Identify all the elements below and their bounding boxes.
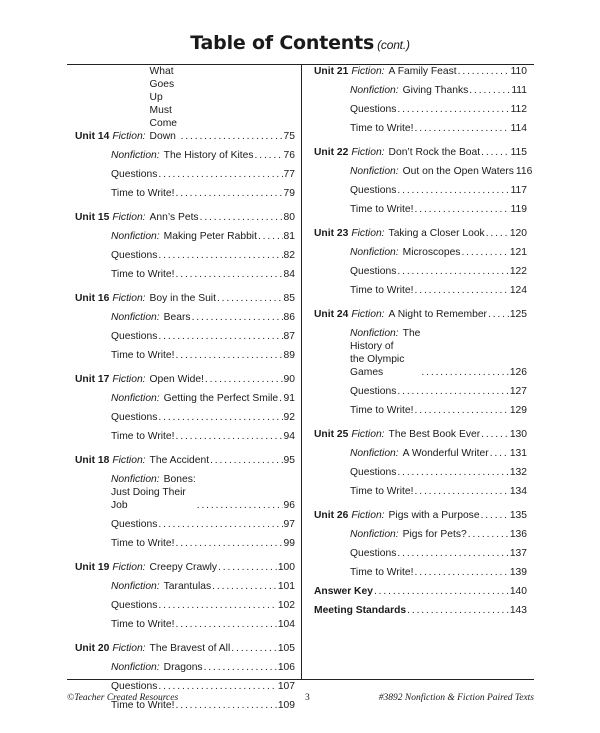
entry-title: Making Peter Rabbit [163, 231, 257, 242]
genre-label: Nonfiction: [350, 166, 399, 177]
unit-number: Unit 20 [75, 643, 110, 654]
toc-entry-time-to-write[interactable] [75, 187, 295, 200]
page-number: 81 [283, 231, 295, 242]
page-number: 82 [283, 250, 295, 261]
page-number: 140 [509, 586, 527, 597]
page-number: 131 [509, 448, 527, 459]
page-number: 80 [283, 212, 295, 223]
toc-entry-nonfiction[interactable] [314, 165, 533, 178]
toc-entry-questions[interactable] [75, 249, 295, 262]
page-number: 125 [509, 309, 527, 320]
genre-label: Nonfiction: [350, 448, 399, 459]
toc-entry-fiction[interactable] [314, 509, 527, 522]
genre-label: Nonfiction: [350, 529, 399, 540]
dot-leader [176, 618, 277, 631]
genre-label: Nonfiction: [111, 393, 160, 404]
dot-leader [176, 699, 277, 712]
genre-label: Fiction: [351, 147, 385, 158]
dot-leader [397, 385, 508, 398]
page-number: 119 [510, 204, 527, 215]
title-continued: (cont.) [377, 38, 410, 52]
entry-title: Time to Write! [111, 269, 175, 280]
dot-leader [415, 566, 509, 579]
page-number: 91 [283, 393, 295, 404]
entry-title: Bears [163, 312, 191, 323]
entry-title: Pigs with a Purpose [388, 510, 480, 521]
toc-unit-24 [314, 308, 527, 417]
dot-leader [158, 168, 282, 181]
dot-leader [204, 661, 277, 674]
entry-title: Time to Write! [111, 350, 175, 361]
entry-title: Don’t Rock the Boat [388, 147, 481, 158]
unit-number: Unit 26 [314, 510, 349, 521]
toc-entry-fiction[interactable] [314, 428, 527, 441]
dot-leader [176, 430, 283, 443]
entry-title: Questions [111, 331, 158, 342]
entry-title: Questions [111, 519, 158, 530]
toc-entry-questions[interactable] [75, 168, 295, 181]
entry-title: Pigs for Pets? [402, 529, 467, 540]
dot-leader [490, 447, 509, 460]
entry-title: Questions [111, 681, 158, 692]
page-number: 90 [283, 374, 295, 385]
page-number: 109 [277, 700, 295, 711]
footer-book-title: #3892 Nonfiction & Fiction Paired Texts [378, 693, 534, 703]
dot-leader [458, 65, 510, 78]
page-number: 99 [283, 538, 295, 549]
page-number: 120 [509, 228, 527, 239]
page-number: 121 [509, 247, 527, 258]
dot-leader [158, 411, 282, 424]
page-number: 110 [510, 66, 527, 77]
toc-unit-18 [75, 454, 295, 550]
dot-leader [481, 146, 509, 159]
toc-entry-fiction[interactable] [75, 642, 295, 655]
toc-unit-15 [75, 211, 295, 281]
page-number: 79 [283, 188, 295, 199]
entry-title: Answer Key [314, 586, 373, 597]
entry-title: Questions [350, 266, 397, 277]
entry-title: Ann’s Pets [149, 212, 199, 223]
dot-leader [397, 547, 508, 560]
toc-entry-meeting-standards[interactable] [314, 604, 527, 617]
genre-label: Nonfiction: [111, 231, 160, 242]
genre-label: Nonfiction: [111, 150, 160, 161]
dot-leader [176, 349, 283, 362]
entry-title: Questions [111, 412, 158, 423]
toc-entry-questions[interactable] [314, 103, 527, 116]
genre-label: Fiction: [351, 510, 385, 521]
toc-unit-21 [314, 65, 527, 135]
toc-entry-time-to-write[interactable] [75, 537, 295, 550]
entry-title: Time to Write! [111, 619, 175, 630]
page-number: 116 [515, 166, 533, 177]
dot-leader [217, 292, 283, 305]
entry-title: Time to Write! [350, 285, 414, 296]
entry-title: A Night to Remember [388, 309, 487, 320]
unit-number: Unit 24 [314, 309, 349, 320]
page-number: 139 [509, 567, 527, 578]
dot-leader [374, 585, 509, 598]
entry-title-line-2: the Olympic Games [350, 354, 405, 378]
genre-label: Nonfiction: [111, 312, 160, 323]
entry-title: Questions [350, 467, 397, 478]
page-number: 104 [277, 619, 295, 630]
entry-title: Time to Write! [111, 431, 175, 442]
dot-leader [158, 249, 282, 262]
dot-leader [176, 537, 283, 550]
page-number: 114 [510, 123, 527, 134]
toc-entry-nonfiction[interactable] [314, 447, 527, 460]
page-number: 134 [509, 486, 527, 497]
page-number: 94 [283, 431, 295, 442]
toc-entry-questions[interactable] [75, 518, 295, 531]
page-number: 143 [509, 605, 527, 616]
toc-entry-nonfiction[interactable] [75, 580, 295, 593]
toc-entry-answer-key[interactable] [314, 585, 527, 598]
dot-leader [481, 509, 509, 522]
toc-entry-nonfiction[interactable] [75, 149, 295, 162]
entry-title: Time to Write! [350, 204, 414, 215]
toc-entry-questions[interactable] [314, 265, 527, 278]
entry-title: Boy in the Suit [149, 293, 216, 304]
dot-leader [486, 227, 509, 240]
page-number: 85 [283, 293, 295, 304]
page-number: 136 [509, 529, 527, 540]
dot-leader [397, 466, 508, 479]
entry-title [111, 473, 196, 512]
page-number: 127 [509, 386, 527, 397]
dot-leader [415, 284, 509, 297]
dot-leader [255, 149, 283, 162]
dot-leader [192, 311, 283, 324]
genre-label: Nonfiction: [111, 662, 160, 673]
page-number: 124 [509, 285, 527, 296]
toc-entry-fiction[interactable] [314, 65, 527, 78]
entry-title: Out on the Open Waters [402, 166, 514, 177]
entry-title: Getting the Perfect Smile [163, 393, 279, 404]
dot-leader [197, 499, 283, 512]
toc-entry-fiction[interactable] [314, 227, 527, 240]
entry-title: The Accident [149, 455, 210, 466]
toc-entry-fiction[interactable] [314, 308, 527, 321]
page-number: 112 [510, 104, 527, 115]
entry-title [350, 327, 420, 379]
toc-entry-time-to-write[interactable] [75, 618, 295, 631]
entry-title: Questions [350, 104, 397, 115]
page-number: 132 [509, 467, 527, 478]
genre-label: Nonfiction: [350, 247, 399, 258]
page-number: 100 [277, 562, 295, 573]
toc-entry-nonfiction[interactable] [314, 327, 527, 379]
toc-entry-fiction[interactable] [75, 454, 295, 467]
title-text: Table of Contents [190, 32, 375, 54]
toc-unit-23 [314, 227, 527, 297]
dot-leader [415, 122, 510, 135]
entry-title: Meeting Standards [314, 605, 407, 616]
toc-entry-questions[interactable] [75, 680, 295, 693]
genre-label: Nonfiction: [111, 474, 160, 485]
dot-leader [421, 366, 508, 379]
page-number: 96 [283, 500, 295, 511]
entry-title: Time to Write! [111, 188, 175, 199]
page-number: 111 [511, 85, 527, 96]
genre-label: Fiction: [112, 212, 146, 223]
dot-leader [397, 184, 509, 197]
dot-leader [158, 518, 282, 531]
dot-leader [468, 528, 509, 541]
entry-title: Microscopes [402, 247, 461, 258]
dot-leader [461, 246, 508, 259]
page-number: 137 [509, 548, 527, 559]
unit-number: Unit 15 [75, 212, 110, 223]
page-number: 76 [283, 150, 295, 161]
entry-title-line-1: What Goes Up Must Come [149, 66, 178, 129]
footer-page-number: 3 [305, 693, 310, 703]
entry-title: Time to Write! [350, 567, 414, 578]
page-number: 92 [283, 412, 295, 423]
toc-entry-fiction[interactable] [75, 211, 295, 224]
toc-unit-19 [75, 561, 295, 631]
entry-title: The Bravest of All [149, 643, 231, 654]
page-number: 95 [283, 455, 295, 466]
toc-left-column [75, 65, 295, 723]
unit-number: Unit 18 [75, 455, 110, 466]
entry-title: Questions [350, 548, 397, 559]
dot-leader [218, 561, 277, 574]
toc-entry-fiction[interactable] [75, 65, 295, 143]
toc-entry-time-to-write[interactable] [75, 430, 295, 443]
dot-leader [415, 404, 509, 417]
entry-title: Questions [111, 600, 158, 611]
page-number: 84 [283, 269, 295, 280]
toc-unit-26 [314, 509, 527, 579]
toc-entry-nonfiction[interactable] [75, 661, 295, 674]
page-number: 135 [509, 510, 527, 521]
entry-title: The Best Book Ever [388, 429, 481, 440]
dot-leader [200, 211, 283, 224]
page-number: 129 [509, 405, 527, 416]
entry-title: Questions [111, 250, 158, 261]
page-number: 77 [283, 169, 295, 180]
entry-title: Tarantulas [163, 581, 212, 592]
toc-unit-16 [75, 292, 295, 362]
toc-entry-questions[interactable] [75, 330, 295, 343]
page-number: 86 [283, 312, 295, 323]
page-number: 106 [277, 662, 295, 673]
toc-entry-time-to-write[interactable] [314, 122, 527, 135]
toc-entry-nonfiction[interactable] [314, 528, 527, 541]
genre-label: Fiction: [351, 228, 385, 239]
page-number: 117 [510, 185, 527, 196]
unit-number: Unit 16 [75, 293, 110, 304]
toc-unit-25 [314, 428, 527, 498]
page-number: 126 [509, 367, 527, 378]
page-number: 97 [283, 519, 295, 530]
toc-entry-questions[interactable] [314, 466, 527, 479]
page-title [0, 32, 600, 54]
dot-leader [158, 680, 276, 693]
dot-leader [469, 84, 510, 97]
unit-number: Unit 23 [314, 228, 349, 239]
entry-title: Time to Write! [350, 486, 414, 497]
genre-label: Fiction: [351, 66, 385, 77]
column-divider [301, 65, 302, 679]
dot-leader [176, 268, 283, 281]
dot-leader [158, 599, 276, 612]
toc-entry-questions[interactable] [314, 385, 527, 398]
entry-title: Creepy Crawly [149, 562, 218, 573]
dot-leader [415, 485, 509, 498]
dot-leader [488, 308, 509, 321]
entry-title: The History of Kites [163, 150, 254, 161]
dot-leader [158, 330, 282, 343]
dot-leader [397, 265, 508, 278]
toc-entry-nonfiction[interactable] [75, 392, 295, 405]
toc-entry-fiction[interactable] [75, 292, 295, 305]
dot-leader [181, 130, 283, 143]
unit-number: Unit 21 [314, 66, 349, 77]
page-number: 101 [277, 581, 295, 592]
genre-label: Fiction: [112, 293, 146, 304]
toc-entry-nonfiction[interactable] [314, 84, 527, 97]
entry-title: Dragons [163, 662, 203, 673]
entry-title: Taking a Closer Look [388, 228, 485, 239]
toc-entry-fiction[interactable] [75, 561, 295, 574]
toc-right-column [314, 65, 533, 623]
genre-label: Nonfiction: [350, 85, 399, 96]
entry-title: Giving Thanks [402, 85, 469, 96]
page-number: 115 [510, 147, 527, 158]
dot-leader [415, 203, 510, 216]
page-number: 130 [509, 429, 527, 440]
entry-title: Questions [111, 169, 158, 180]
entry-title [150, 65, 180, 143]
toc-entry-questions[interactable] [75, 411, 295, 424]
entry-title: Time to Write! [350, 123, 414, 134]
toc-entry-fiction[interactable] [314, 146, 527, 159]
genre-label: Fiction: [112, 131, 146, 142]
dot-leader [212, 580, 277, 593]
toc-unit-17 [75, 373, 295, 443]
footer-publisher: ©Teacher Created Resources [67, 693, 179, 703]
entry-title: Questions [350, 185, 397, 196]
toc-entry-fiction[interactable] [75, 373, 295, 386]
toc-entry-nonfiction[interactable] [75, 473, 295, 512]
genre-label: Fiction: [112, 562, 146, 573]
toc-entry-time-to-write[interactable] [75, 268, 295, 281]
entry-title-line-1: The History of [350, 328, 421, 352]
genre-label: Nonfiction: [111, 581, 160, 592]
toc-entry-time-to-write[interactable] [314, 284, 527, 297]
page-number: 87 [283, 331, 295, 342]
toc-entry-questions[interactable] [75, 599, 295, 612]
entry-title: Questions [350, 386, 397, 397]
toc-unit-14 [75, 65, 295, 200]
dot-leader [210, 454, 282, 467]
toc-unit-22 [314, 146, 533, 216]
entry-title: Time to Write! [111, 538, 175, 549]
unit-number: Unit 25 [314, 429, 349, 440]
dot-leader [176, 187, 283, 200]
dot-leader [258, 230, 283, 243]
toc-entry-questions[interactable] [314, 547, 527, 560]
dot-leader [205, 373, 283, 386]
genre-label: Fiction: [351, 309, 385, 320]
toc-entry-questions[interactable] [314, 184, 527, 197]
unit-number: Unit 14 [75, 131, 110, 142]
dot-leader [397, 103, 509, 116]
entry-title: Time to Write! [350, 405, 414, 416]
genre-label: Fiction: [351, 429, 385, 440]
entry-title: Open Wide! [149, 374, 204, 385]
page-number: 107 [277, 681, 295, 692]
entry-title: Time to Write! [111, 700, 175, 711]
dot-leader [279, 392, 282, 405]
unit-number: Unit 22 [314, 147, 349, 158]
toc-entry-nonfiction[interactable] [75, 230, 295, 243]
toc-entry-time-to-write[interactable] [314, 404, 527, 417]
page-number: 102 [277, 600, 295, 611]
unit-number: Unit 17 [75, 374, 110, 385]
genre-label: Fiction: [112, 643, 146, 654]
page-number: 105 [277, 643, 295, 654]
dot-leader [407, 604, 509, 617]
entry-title: A Family Feast [388, 66, 457, 77]
entry-title: A Wonderful Writer [402, 448, 489, 459]
page-number: 89 [283, 350, 295, 361]
genre-label: Nonfiction: [350, 328, 399, 339]
unit-number: Unit 19 [75, 562, 110, 573]
dot-leader [231, 642, 277, 655]
genre-label: Fiction: [112, 455, 146, 466]
toc-entry-nonfiction[interactable] [314, 246, 527, 259]
genre-label: Fiction: [112, 374, 146, 385]
entry-title-line-1: Bones: [163, 474, 196, 485]
toc-entry-nonfiction[interactable] [75, 311, 295, 324]
toc-entry-time-to-write[interactable] [314, 203, 527, 216]
page-number: 122 [509, 266, 527, 277]
entry-title-line-2: Just Doing Their Job [111, 487, 186, 511]
toc-entry-time-to-write[interactable] [314, 566, 527, 579]
dot-leader [481, 428, 509, 441]
entry-title-line-2: Down [149, 131, 176, 142]
toc-entry-time-to-write[interactable] [314, 485, 527, 498]
page-number: 75 [283, 131, 295, 142]
toc-entry-time-to-write[interactable] [75, 349, 295, 362]
